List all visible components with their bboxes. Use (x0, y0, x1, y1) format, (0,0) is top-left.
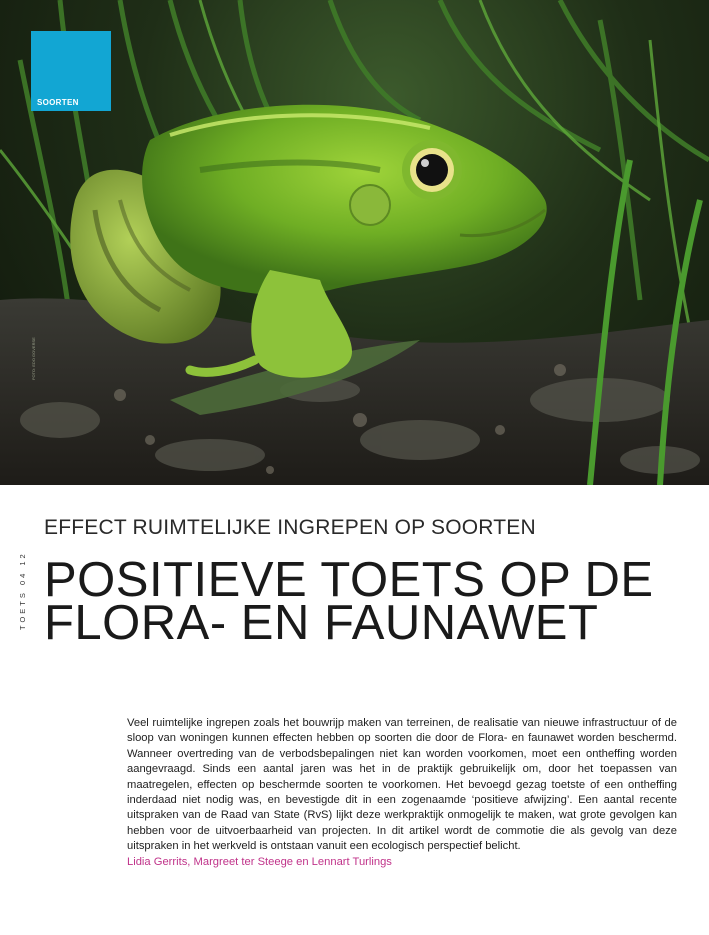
headline-line-1: POSITIEVE TOETS OP DE (44, 553, 654, 607)
headline-line-2: FLORA- EN FAUNAWET (44, 596, 599, 650)
article-authors: Lidia Gerrits, Margreet ter Steege en Lennart Turlings (127, 855, 392, 868)
article-kicker: EFFECT RUIMTELIJKE INGREPEN OP SOORTEN (44, 516, 536, 539)
intro-text: Veel ruimtelijke ingrepen zoals het bouwrijp maken van terreinen, de realisatie van nieuwe infrastructuur of de sloop van woningen kunnen effecten hebben op soorten die door de Flora- en faunawet worden beschermd. Wanneer overtreding van de verbodsbepalingen niet kan worden voorkomen, moet een ontheffing worden aangevraagd. Sinds een aantal jaren was het in de praktijk gebruikelijk om, door het toepassen van maatregelen, effecten op beschermde soorten te voorkomen. Het bevoegd gezag toetste of een ontheffing inderdaad niet nodig was, en bevestigde dit in een zogenaamde ‘positieve afwijzing’. Een aantal recente uitspraken van de Raad van State (RvS) lijkt deze werkpraktijk onmogelijk te maken, wat grote gevolgen kan hebben voor de uitvoerbaarheid van projecten. In dit artikel wordt de commotie die als gevolg van deze uitspraken in het werkveld is ontstaan vanuit een ecologisch perspectief belicht. (127, 717, 677, 853)
section-tag-label: SOORTEN (37, 98, 79, 107)
folio-label: TOETS 04 12 (18, 551, 27, 630)
article-intro (127, 716, 677, 870)
article-headline (44, 553, 684, 650)
photo-credit: FOTO: EDO GOVERSE (31, 337, 36, 380)
section-tag (31, 31, 111, 111)
